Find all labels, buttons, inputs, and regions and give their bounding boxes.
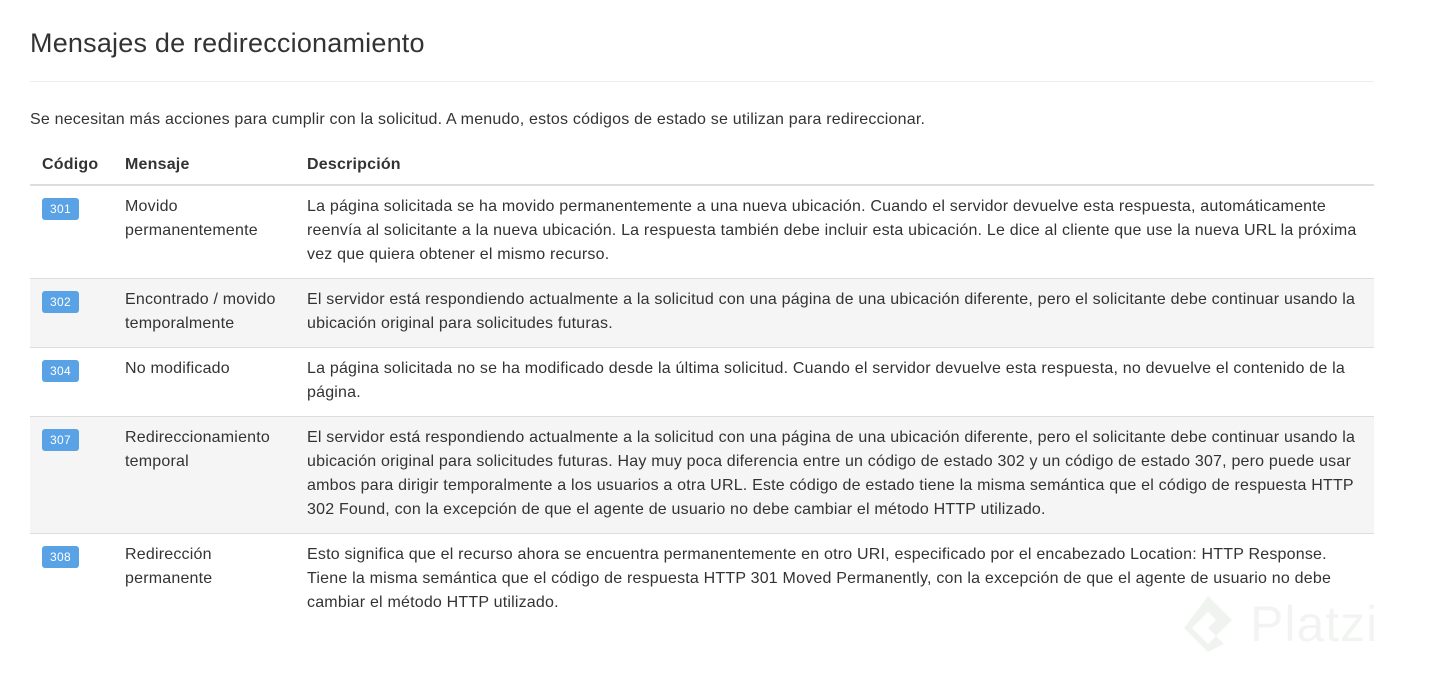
table-header (30, 145, 1374, 185)
status-badge: 307 (42, 429, 79, 451)
status-badge: 302 (42, 291, 79, 313)
platzi-logo-icon (1180, 592, 1236, 656)
code-cell (30, 417, 113, 534)
code-cell (30, 348, 113, 417)
description-cell: Esto significa que el recurso ahora se encuentra permanentemente en otro URI, especificado por el encabezado Location: HTTP Response. Tiene la misma semántica que el código de respuesta HTTP 301 Moved Permanently, con la excepción de que el agente de usuario no debe cambiar el método HTTP utilizado. (295, 534, 1374, 627)
message-cell: Movido permanentemente (113, 185, 295, 279)
content-section (30, 0, 1374, 626)
code-cell (30, 185, 113, 279)
message-cell: No modificado (113, 348, 295, 417)
message-cell: Encontrado / movido temporalmente (113, 279, 295, 348)
table-row (30, 417, 1374, 534)
message-cell: Redireccionamiento temporal (113, 417, 295, 534)
intro-text: Se necesitan más acciones para cumplir con la solicitud. A menudo, estos códigos de estado se utilizan para redireccionar. (30, 111, 926, 128)
status-badge: 304 (42, 360, 79, 382)
header-message: Mensaje (113, 145, 295, 185)
table-row (30, 534, 1374, 627)
status-badge: 301 (42, 198, 79, 220)
table-row (30, 185, 1374, 279)
table-row (30, 279, 1374, 348)
status-badge: 308 (42, 546, 79, 568)
watermark-text: Platzi (1250, 596, 1379, 652)
table-row (30, 348, 1374, 417)
page-title: Mensajes de redireccionamiento (30, 0, 1374, 82)
header-code: Código (30, 145, 113, 185)
status-codes-table (30, 145, 1374, 626)
description-cell: La página solicitada se ha movido permanentemente a una nueva ubicación. Cuando el servidor devuelve esta respuesta, automáticamente reenvía al solicitante a la nueva ubicación. La respuesta también debe incluir esta ubicación. Le dice al cliente que use la nueva URL la próxima vez que quiera obtener el mismo recurso. (295, 185, 1374, 279)
platzi-watermark (1180, 592, 1378, 656)
table-body (30, 185, 1374, 626)
header-description: Descripción (295, 145, 1374, 185)
message-cell: Redirección permanente (113, 534, 295, 627)
code-cell (30, 279, 113, 348)
description-cell: El servidor está respondiendo actualmente a la solicitud con una página de una ubicación diferente, pero el solicitante debe continuar usando la ubicación original para solicitudes futuras. Hay muy poca diferencia entre un código de estado 302 y un código de estado 307, pero puede usar ambos para dirigir temporalmente a los usuarios a otra URL. Este código de estado tiene la misma semántica que el código de respuesta HTTP 302 Found, con la excepción de que el agente de usuario no debe cambiar el método HTTP utilizado. (295, 417, 1374, 534)
table-header-row (30, 145, 1374, 185)
description-cell: El servidor está respondiendo actualmente a la solicitud con una página de una ubicación diferente, pero el solicitante debe continuar usando la ubicación original para solicitudes futuras. (295, 279, 1374, 348)
code-cell (30, 534, 113, 627)
description-cell: La página solicitada no se ha modificado desde la última solicitud. Cuando el servidor devuelve esta respuesta, no devuelve el contenido de la página. (295, 348, 1374, 417)
